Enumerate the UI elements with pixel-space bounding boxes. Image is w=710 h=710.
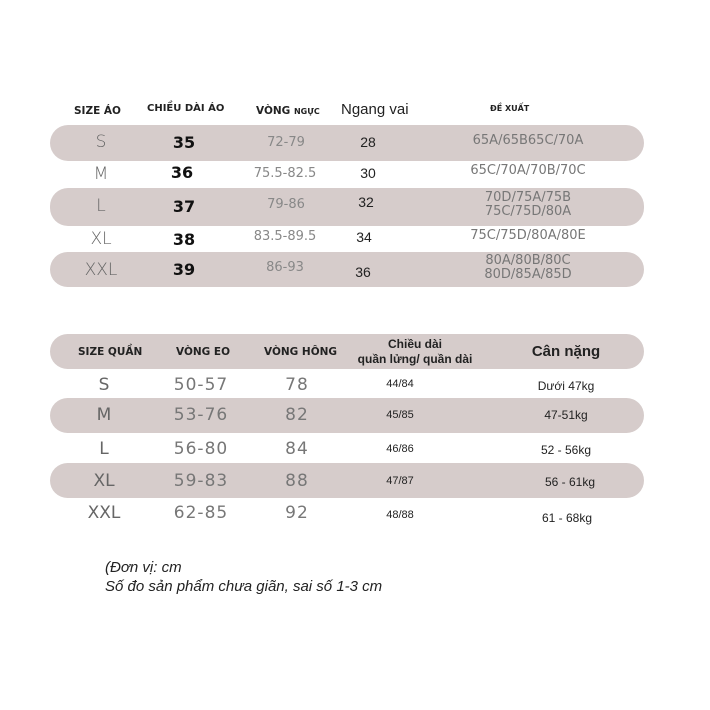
weight-value: 61 - 68kg bbox=[541, 511, 593, 525]
header-length-line: quần lửng/ quần dài bbox=[357, 352, 473, 366]
hip-value: 82 bbox=[285, 405, 309, 425]
size-label: M bbox=[96, 405, 112, 425]
header-size: SIZE ÁO bbox=[74, 105, 121, 117]
header-shoulder: Ngang vai bbox=[341, 101, 409, 118]
hip-value: 92 bbox=[285, 503, 309, 523]
waist-value: 53-76 bbox=[173, 405, 229, 425]
length-value: 35 bbox=[172, 133, 196, 152]
header-chest bbox=[256, 105, 320, 117]
recommend-line: 70D/75A/75B bbox=[484, 190, 572, 205]
size-label: S bbox=[98, 375, 110, 395]
shoulder-value: 28 bbox=[360, 134, 376, 150]
hip-value: 78 bbox=[285, 375, 309, 395]
recommend-value bbox=[470, 164, 585, 178]
chest-value: 86-93 bbox=[266, 260, 304, 275]
recommend-line: 65C/70A/70B/70C bbox=[470, 163, 586, 178]
recommend-value bbox=[470, 229, 586, 243]
length-value: 45/85 bbox=[386, 409, 414, 421]
size-label: M bbox=[93, 164, 109, 184]
shoulder-value: 30 bbox=[360, 165, 376, 181]
length-value: 44/84 bbox=[386, 378, 414, 390]
recommend-line: 75C/75D/80A/80E bbox=[470, 228, 586, 243]
waist-value: 56-80 bbox=[173, 439, 229, 459]
size-label: XXL bbox=[87, 503, 121, 523]
recommend-line: 80D/85A/85D bbox=[484, 267, 572, 282]
length-value: 48/88 bbox=[386, 509, 414, 521]
header-size: SIZE QUẦN bbox=[78, 346, 143, 358]
size-label: XXL bbox=[84, 260, 118, 280]
hip-value: 84 bbox=[285, 439, 309, 459]
hip-value: 88 bbox=[285, 471, 309, 491]
recommend-line: 65A/65B65C/70A bbox=[472, 133, 584, 148]
header-weight: Cân nặng bbox=[531, 343, 601, 360]
length-value: 46/86 bbox=[386, 443, 414, 455]
measurement-note: Số đo sản phẩm chưa giãn, sai số 1-3 cm bbox=[105, 578, 383, 595]
header-length bbox=[358, 337, 473, 367]
recommend-line: 75C/75D/80A bbox=[484, 204, 572, 219]
header-waist: VÒNG EO bbox=[176, 346, 231, 358]
length-value: 36 bbox=[170, 163, 194, 182]
header-length: CHIỀU DÀI ÁO bbox=[147, 103, 225, 114]
size-label: L bbox=[99, 439, 109, 459]
header-chest-main: VÒNG bbox=[256, 105, 291, 117]
header-chest-small: NGỰC bbox=[293, 107, 320, 116]
waist-value: 50-57 bbox=[173, 375, 229, 395]
recommend-value bbox=[484, 254, 571, 282]
chest-value: 79-86 bbox=[267, 197, 305, 212]
chest-value: 83.5-89.5 bbox=[253, 229, 317, 244]
shoulder-value: 36 bbox=[355, 264, 371, 280]
weight-value: 56 - 61kg bbox=[544, 475, 596, 489]
chest-value: 72-79 bbox=[267, 135, 305, 150]
size-label: S bbox=[95, 132, 107, 152]
shoulder-value: 32 bbox=[358, 194, 374, 210]
weight-value: 47-51kg bbox=[544, 408, 588, 422]
size-label: XL bbox=[90, 229, 112, 249]
size-label: L bbox=[96, 196, 106, 216]
shoulder-value: 34 bbox=[356, 229, 372, 245]
length-value: 47/87 bbox=[386, 475, 414, 487]
length-value: 38 bbox=[172, 230, 196, 249]
header-hip: VÒNG HÔNG bbox=[264, 346, 338, 358]
recommend-value bbox=[473, 134, 584, 148]
length-value: 39 bbox=[172, 260, 196, 279]
chest-value: 75.5-82.5 bbox=[253, 166, 317, 181]
waist-value: 59-83 bbox=[173, 471, 229, 491]
recommend-value bbox=[485, 191, 571, 219]
unit-note: (Đơn vị: cm bbox=[105, 559, 182, 576]
weight-value: Dưới 47kg bbox=[537, 379, 595, 393]
waist-value: 62-85 bbox=[173, 503, 229, 523]
header-length-line: Chiều dài bbox=[387, 337, 442, 351]
length-value: 37 bbox=[172, 197, 196, 216]
header-recommend: ĐỀ XUẤT bbox=[490, 104, 530, 113]
weight-value: 52 - 56kg bbox=[540, 443, 592, 457]
size-label: XL bbox=[93, 471, 115, 491]
recommend-line: 80A/80B/80C bbox=[485, 253, 571, 268]
